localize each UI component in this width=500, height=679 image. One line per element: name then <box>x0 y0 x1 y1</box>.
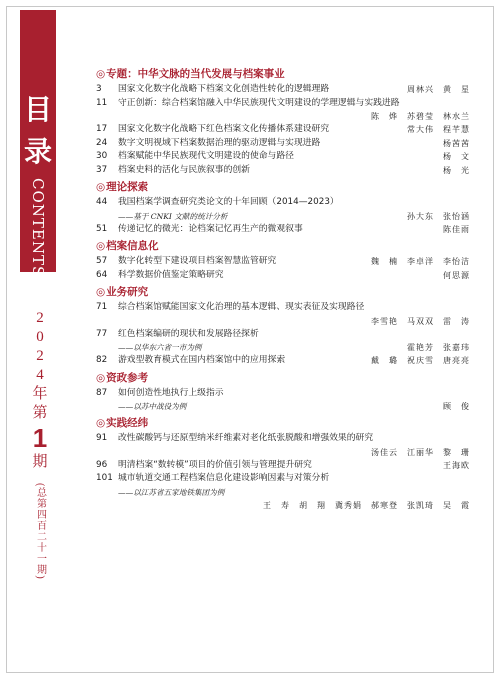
entry-authors: 戴 璐 祝庆雪 唐亮亮 <box>371 356 470 365</box>
issue-year-char: 0 <box>36 329 44 345</box>
entry-page-number: 30 <box>96 151 108 161</box>
toc-entry[interactable] <box>96 387 476 414</box>
entry-page-number: 37 <box>96 164 108 175</box>
entry-page-number: 91 <box>96 433 108 443</box>
toc-entry[interactable] <box>96 269 476 283</box>
entry-authors: 霍艳芳 张嘉玮 <box>407 343 470 352</box>
contents-label: CONTENTS <box>29 178 47 278</box>
entry-authors: 汤佳云 江丽华 黎 珊 <box>371 447 470 457</box>
entry-page-number: 64 <box>96 269 108 280</box>
entry-title: 国家文化数字化战略下档案文化创造性转化的逻辑理路 <box>118 84 330 94</box>
entry-subtitle: ——以江苏省五家地铁集团为例 <box>118 487 225 497</box>
issue-year-char: 2 <box>36 310 44 326</box>
section-marker-icon: ◎ <box>96 371 106 384</box>
issue-info <box>26 310 54 580</box>
entry-title: 档案赋能中华民族现代文明建设的使命与路径 <box>118 151 294 161</box>
issue-number: 1 <box>32 423 48 453</box>
section-marker-icon: ◎ <box>96 181 106 193</box>
entry-authors: 魏 楠 李卓洋 李怡洁 <box>371 257 470 266</box>
toc-entry[interactable] <box>96 472 476 512</box>
entry-title: 档案史料的活化与民族叙事的创新 <box>118 164 250 175</box>
section-heading-text: 资政参考 <box>106 371 149 384</box>
entry-authors: 周林兴 黄 星 <box>407 85 470 94</box>
entry-title: 数字化转型下建设项目档案智慧监管研究 <box>118 256 277 266</box>
toc-entry[interactable] <box>96 459 476 473</box>
entry-page-number: 77 <box>96 328 108 339</box>
toc-entry[interactable] <box>96 123 476 137</box>
entry-authors: 杨 文 <box>443 152 470 161</box>
entry-title: 数字文明视域下档案数据治理的驱动逻辑与实现进路 <box>118 137 321 148</box>
toc-title-char-1: 目 <box>23 93 52 126</box>
section-heading-text: 档案信息化 <box>106 240 159 252</box>
section-heading-text: 实践经纬 <box>106 417 149 429</box>
toc-entry[interactable] <box>96 328 476 355</box>
entry-title: 我国档案学调查研究类论文的十年回顾（2014—2023） <box>118 197 339 207</box>
entry-title: 明清档案“数转模”项目的价值引领与管理提升研究 <box>118 459 312 470</box>
entry-authors: 王 寿 胡 翔 冀秀娟 郝寒登 张凯琦 吴 霞 <box>263 500 470 510</box>
entry-page-number: 17 <box>96 124 108 134</box>
issue-year-char: 2 <box>36 348 44 364</box>
issue-year-char: 4 <box>36 367 44 383</box>
entry-subtitle: ——以苏中战役为例 <box>118 402 187 411</box>
entry-authors: 孙大东 张怡涵 <box>407 211 470 221</box>
entry-title: 传递记忆的微光：论档案记忆再生产的微观叙事 <box>118 223 303 234</box>
table-of-contents <box>96 64 476 512</box>
toc-entry[interactable] <box>96 196 476 223</box>
entry-authors: 顾 俊 <box>443 402 470 411</box>
entry-page-number: 51 <box>96 223 108 234</box>
entry-page-number: 3 <box>96 84 102 94</box>
entry-authors: 何思源 <box>443 270 470 280</box>
section-marker-icon: ◎ <box>96 417 106 429</box>
entry-page-number: 11 <box>96 97 108 108</box>
entry-title: 科学数据价值鉴定策略研究 <box>118 269 224 280</box>
issue-year-char: 年 <box>32 386 48 402</box>
section-heading <box>96 239 476 253</box>
entry-title: 红色档案编研的现状和发展路径探析 <box>118 328 259 339</box>
entry-title: 国家文化数字化战略下红色档案文化传播体系建设研究 <box>118 124 330 134</box>
entry-page-number: 24 <box>96 137 108 148</box>
toc-entry[interactable] <box>96 354 476 368</box>
toc-entry[interactable] <box>96 301 476 328</box>
section-heading-text: 专题：中华文脉的当代发展与档案事业 <box>106 68 285 80</box>
entry-page-number: 101 <box>96 473 113 483</box>
entry-title: 城市轨道交通工程档案信息化建设影响因素与对策分析 <box>118 473 330 483</box>
toc-entry[interactable] <box>96 137 476 151</box>
entry-subtitle: ——以华东六省一市为例 <box>118 343 202 352</box>
toc-entry[interactable] <box>96 83 476 97</box>
toc-entry[interactable] <box>96 432 476 459</box>
section-heading <box>96 371 476 385</box>
toc-entry[interactable] <box>96 223 476 237</box>
toc-entry[interactable] <box>96 255 476 269</box>
entry-authors: 李雪艳 马双双 雷 涛 <box>371 316 470 326</box>
entry-page-number: 82 <box>96 355 108 365</box>
section-marker-icon: ◎ <box>96 68 106 80</box>
toc-entry[interactable] <box>96 150 476 164</box>
entry-title: 守正创新：综合档案馆融入中华民族现代文明建设的学理逻辑与实践进路 <box>118 97 400 108</box>
entry-title: 改性碳酸钙与还原型纳米纤维素对老化纸张脱酸和增强效果的研究 <box>118 433 374 443</box>
entry-authors: 杨 光 <box>443 165 470 175</box>
section-heading <box>96 180 476 194</box>
section-heading <box>96 285 476 299</box>
entry-title: 如何创造性地执行上级指示 <box>118 387 224 398</box>
section-heading-text: 理论探索 <box>106 181 149 193</box>
entry-subtitle: ——基于 CNKI 文献的统计分析 <box>118 211 228 221</box>
issue-year-char: 第 <box>32 405 48 421</box>
entry-title: 游戏型教育模式在国内档案馆中的应用探索 <box>118 355 286 365</box>
entry-authors: 陈 烨 苏碧莹 林水兰 <box>371 112 470 121</box>
toc-title-char-2: 录 <box>23 135 52 168</box>
entry-page-number: 87 <box>96 387 108 398</box>
entry-page-number: 71 <box>96 302 108 312</box>
entry-authors: 杨茜茜 <box>443 138 470 148</box>
issue-total: (总第四百二十一期) <box>34 483 46 580</box>
section-heading-text: 业务研究 <box>106 286 149 298</box>
entry-authors: 陈佳雨 <box>443 224 470 234</box>
issue-unit: 期 <box>32 454 48 470</box>
section-heading <box>96 416 476 430</box>
toc-entry[interactable] <box>96 164 476 178</box>
entry-page-number: 44 <box>96 197 108 207</box>
entry-authors: 常大伟 程芊慧 <box>407 125 470 134</box>
entry-title: 综合档案馆赋能国家文化治理的基本逻辑、现实表征及实现路径 <box>118 302 365 312</box>
entry-page-number: 96 <box>96 459 108 470</box>
entry-authors: 王海欧 <box>443 460 470 470</box>
toc-entry[interactable] <box>96 97 476 124</box>
section-marker-icon: ◎ <box>96 286 106 298</box>
toc-side-banner <box>20 10 56 278</box>
entry-page-number: 57 <box>96 256 108 266</box>
section-heading <box>96 67 476 81</box>
section-marker-icon: ◎ <box>96 240 106 252</box>
